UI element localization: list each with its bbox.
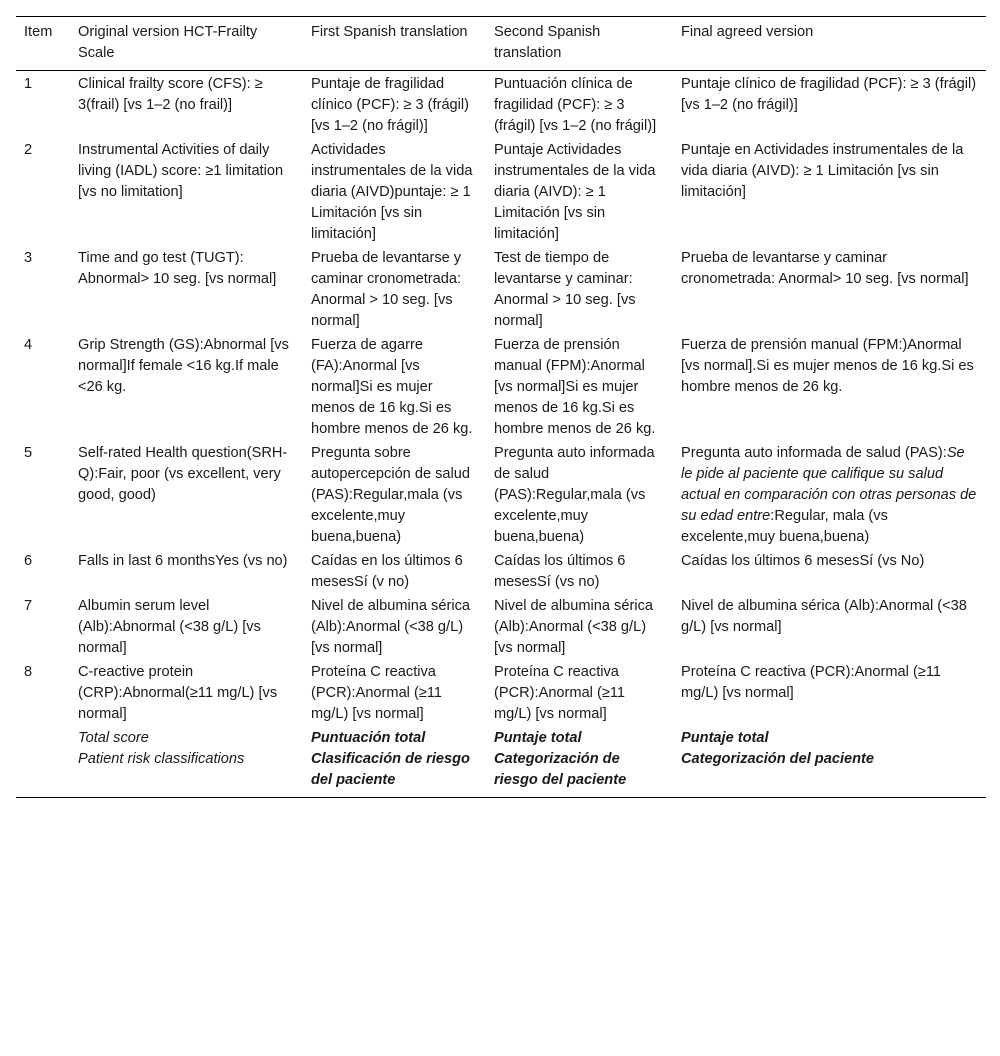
item-number: 1 bbox=[24, 76, 33, 92]
item-number: 8 bbox=[24, 664, 33, 680]
table-row bbox=[16, 71, 986, 139]
first-translation-cell: Prueba de levantarse y caminar cronometrada: Anormal > 10 seg. [vs normal] bbox=[311, 250, 462, 329]
final-version-cell: Nivel de albumina sérica (Alb):Anormal (<38 g/L) [vs normal] bbox=[681, 598, 967, 635]
final-text-end: :Regular, mala (vs excelente,muy buena,buena) bbox=[681, 508, 888, 545]
header-final-version: Final agreed version bbox=[673, 17, 986, 71]
item-number: 3 bbox=[24, 250, 33, 266]
summary-item-empty bbox=[16, 726, 70, 798]
summary-first bbox=[303, 726, 486, 798]
translation-table bbox=[16, 16, 986, 798]
table-row bbox=[16, 246, 986, 333]
table-row bbox=[16, 594, 986, 660]
summary-final bbox=[673, 726, 986, 798]
summary-risk-classification: Categorización del paciente bbox=[681, 751, 875, 767]
second-translation-cell: Caídas los últimos 6 mesesSí (vs no) bbox=[494, 553, 626, 590]
original-cell: Albumin serum level (Alb):Abnormal (<38 g/L) [vs normal] bbox=[78, 598, 261, 656]
summary-risk-classification: Categorización de riesgo del paciente bbox=[494, 751, 627, 788]
summary-total-score: Puntuación total bbox=[311, 730, 426, 746]
original-cell: Instrumental Activities of daily living (IADL) score: ≥1 limitation [vs no limitation] bbox=[78, 142, 284, 200]
final-version-cell: Fuerza de prensión manual (FPM:)Anormal [vs normal].Si es mujer menos de 16 kg.Si es hombre menos de 26 kg. bbox=[681, 337, 974, 395]
second-translation-cell: Puntuación clínica de fragilidad (PCF): ≥ 3 (frágil) [vs 1–2 (no frágil)] bbox=[494, 76, 657, 134]
item-number: 6 bbox=[24, 553, 33, 569]
final-version-cell: Puntaje en Actividades instrumentales de la vida diaria (AIVD): ≥ 1 Limitación [vs sin limitación] bbox=[681, 142, 964, 200]
original-cell: Falls in last 6 monthsYes (vs no) bbox=[78, 553, 288, 569]
original-cell: Clinical frailty score (CFS): ≥ 3(frail) [vs 1–2 (no frail)] bbox=[78, 76, 263, 113]
summary-total-score: Total score bbox=[78, 730, 149, 746]
item-number: 4 bbox=[24, 337, 33, 353]
original-cell: C-reactive protein (CRP):Abnormal(≥11 mg/L) [vs normal] bbox=[78, 664, 278, 722]
original-cell: Grip Strength (GS):Abnormal [vs normal]If female <16 kg.If male <26 kg. bbox=[78, 337, 289, 395]
first-translation-cell: Nivel de albumina sérica (Alb):Anormal (<38 g/L) [vs normal] bbox=[311, 598, 470, 656]
final-text-start: Pregunta auto informada de salud (PAS): bbox=[681, 445, 947, 461]
summary-total-score: Puntaje total bbox=[494, 730, 582, 746]
table-row bbox=[16, 660, 986, 726]
header-row bbox=[16, 17, 986, 71]
header-original: Original version HCT-Frailty Scale bbox=[70, 17, 303, 71]
original-cell: Self-rated Health question(SRH-Q):Fair, poor (vs excellent, very good, good) bbox=[78, 445, 288, 503]
final-text-italic-instruction: Se le pide al paciente que califique su salud actual en comparación con otras personas de su edad entre bbox=[681, 445, 977, 524]
summary-second bbox=[486, 726, 673, 798]
second-translation-cell: Proteína C reactiva (PCR):Anormal (≥11 mg/L) [vs normal] bbox=[494, 664, 626, 722]
item-number: 7 bbox=[24, 598, 33, 614]
first-translation-cell: Pregunta sobre autopercepción de salud (PAS):Regular,mala (vs excelente,muy buena,buena) bbox=[311, 445, 471, 545]
header-item: Item bbox=[16, 17, 70, 71]
summary-total-score: Puntaje total bbox=[681, 730, 769, 746]
header-first-translation: First Spanish translation bbox=[303, 17, 486, 71]
second-translation-cell: Nivel de albumina sérica (Alb):Anormal (<38 g/L) [vs normal] bbox=[494, 598, 653, 656]
second-translation-cell: Fuerza de prensión manual (FPM):Anormal [vs normal]Si es mujer menos de 16 kg.Si es hombre menos de 26 kg. bbox=[494, 337, 656, 437]
summary-risk-classification: Patient risk classifications bbox=[78, 751, 245, 767]
first-translation-cell: Caídas en los últimos 6 mesesSí (v no) bbox=[311, 553, 463, 590]
final-version-cell: Caídas los últimos 6 mesesSí (vs No) bbox=[681, 553, 925, 569]
table-row bbox=[16, 138, 986, 246]
summary-original bbox=[70, 726, 303, 798]
first-translation-cell: Fuerza de agarre (FA):Anormal [vs normal]Si es mujer menos de 16 kg.Si es hombre menos de 26 kg. bbox=[311, 337, 473, 437]
second-translation-cell: Pregunta auto informada de salud (PAS):Regular,mala (vs excelente,muy buena,buena) bbox=[494, 445, 655, 545]
table-row bbox=[16, 441, 986, 549]
summary-row bbox=[16, 726, 986, 798]
second-translation-cell: Puntaje Actividades instrumentales de la vida diaria (AIVD): ≥ 1 Limitación [vs sin limitación] bbox=[494, 142, 656, 242]
first-translation-cell: Actividades instrumentales de la vida diaria (AIVD)puntaje: ≥ 1 Limitación [vs sin limitación] bbox=[311, 142, 473, 242]
item-number: 5 bbox=[24, 445, 33, 461]
item-number: 2 bbox=[24, 142, 33, 158]
original-cell: Time and go test (TUGT): Abnormal> 10 seg. [vs normal] bbox=[78, 250, 277, 287]
summary-risk-classification: Clasificación de riesgo del paciente bbox=[311, 751, 470, 788]
final-version-cell: Prueba de levantarse y caminar cronometrada: Anormal> 10 seg. [vs normal] bbox=[681, 250, 969, 287]
final-version-cell: Puntaje clínico de fragilidad (PCF): ≥ 3 (frágil) [vs 1–2 (no frágil)] bbox=[681, 76, 977, 113]
first-translation-cell: Proteína C reactiva (PCR):Anormal (≥11 mg/L) [vs normal] bbox=[311, 664, 443, 722]
second-translation-cell: Test de tiempo de levantarse y caminar: Anormal > 10 seg. [vs normal] bbox=[494, 250, 636, 329]
final-version-cell: Proteína C reactiva (PCR):Anormal (≥11 mg/L) [vs normal] bbox=[681, 664, 941, 701]
final-version-cell bbox=[673, 441, 986, 549]
header-second-translation: Second Spanish translation bbox=[486, 17, 673, 71]
table-row bbox=[16, 333, 986, 441]
first-translation-cell: Puntaje de fragilidad clínico (PCF): ≥ 3 (frágil) [vs 1–2 (no frágil)] bbox=[311, 76, 470, 134]
table-row bbox=[16, 549, 986, 594]
